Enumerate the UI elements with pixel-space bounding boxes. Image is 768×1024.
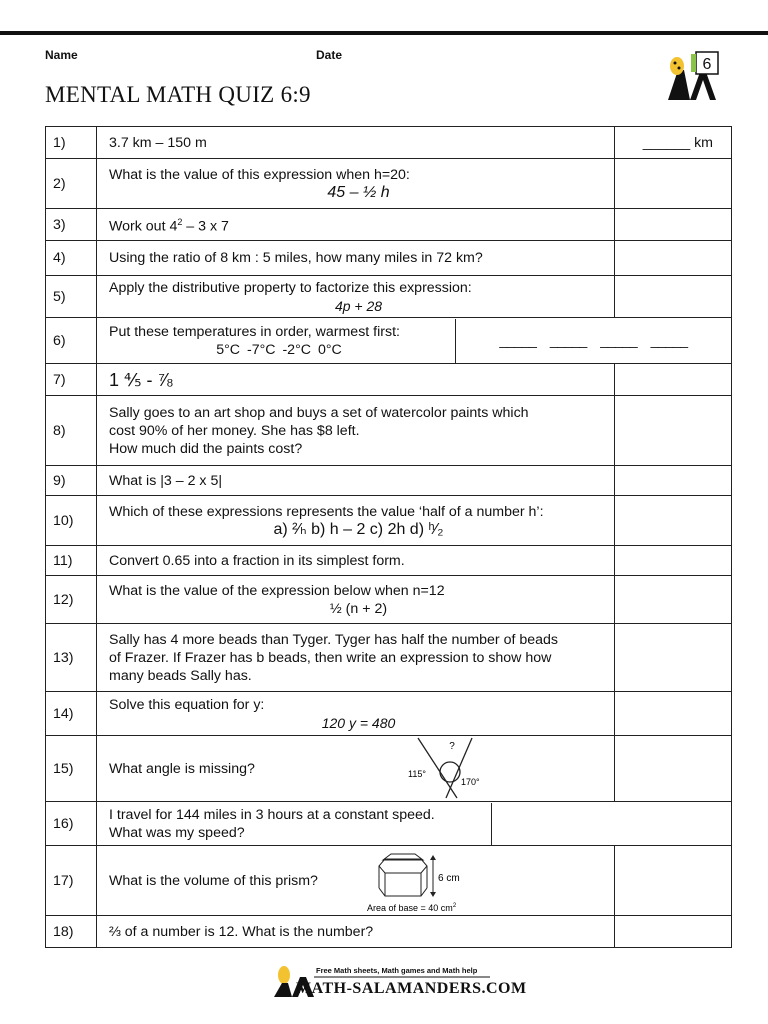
angle-a-label: 115°	[408, 769, 426, 779]
question-number: 9)	[46, 466, 97, 496]
question-number: 2)	[46, 159, 97, 209]
question-number: 3)	[46, 209, 97, 241]
ordering-blanks[interactable]: _____ _____ _____ _____	[499, 332, 688, 349]
question-number: 10)	[46, 496, 97, 546]
question-text: Solve this equation for y:	[109, 696, 265, 713]
question-row-15	[46, 736, 732, 802]
question-row-5	[46, 276, 732, 318]
question-number: 8)	[46, 396, 97, 466]
question-row-13	[46, 624, 732, 692]
answer-cell[interactable]	[615, 576, 732, 624]
question-row-18	[46, 916, 732, 948]
question-number: 14)	[46, 692, 97, 736]
question-expression: 45 – ½ h	[327, 183, 390, 201]
answer-cell[interactable]	[615, 364, 732, 396]
question-line: of Frazer. If Frazer has b beads, then write an expression to show how	[109, 649, 552, 666]
question-expression: 4p + 28	[334, 297, 383, 314]
answer-cell[interactable]	[615, 692, 732, 736]
question-text: 3.7 km – 150 m	[97, 127, 615, 159]
angle-b-label: 170°	[461, 777, 480, 787]
question-row-4	[46, 241, 732, 276]
question-row-11	[46, 546, 732, 576]
question-text: Put these temperatures in order, warmest first:	[109, 323, 400, 340]
footer-site-link[interactable]: MATH-SALAMANDERS.COM	[296, 980, 527, 997]
quiz-table	[45, 126, 732, 948]
question-row-16	[46, 802, 732, 846]
question-text: Work out 4	[109, 218, 178, 235]
question-text: What is the value of the expression below when n=12	[109, 582, 445, 599]
question-expression: 120 y = 480	[321, 714, 396, 731]
question-text: Using the ratio of 8 km : 5 miles, how many miles in 72 km?	[97, 241, 615, 276]
question-number: 6)	[46, 318, 97, 364]
question-number: 15)	[46, 736, 97, 802]
question-number: 17)	[46, 846, 97, 916]
question-row-12	[46, 576, 732, 624]
question-number: 13)	[46, 624, 97, 692]
question-number: 5)	[46, 276, 97, 318]
salamander-logo-icon	[660, 48, 724, 104]
question-text: Convert 0.65 into a fraction in its simplest form.	[97, 546, 615, 576]
exponent: 2	[177, 217, 183, 228]
answer-cell[interactable]	[615, 624, 732, 692]
answer-cell[interactable]	[615, 496, 732, 546]
question-row-3	[46, 209, 732, 241]
question-number: 7)	[46, 364, 97, 396]
answer-cell[interactable]	[615, 276, 732, 318]
answer-cell[interactable]	[615, 846, 732, 916]
question-number: 18)	[46, 916, 97, 948]
question-line: How much did the paints cost?	[109, 440, 303, 457]
date-label: Date	[316, 48, 343, 62]
question-line: many beads Sally has.	[109, 667, 252, 684]
answer-cell[interactable]	[492, 803, 732, 845]
question-row-10	[46, 496, 732, 546]
question-line: What was my speed?	[109, 824, 245, 841]
question-text-rest: – 3 x 7	[182, 218, 229, 235]
name-label: Name	[45, 48, 78, 62]
prism-diagram	[365, 846, 505, 914]
question-row-6	[46, 318, 732, 364]
question-text: 1 ⅘ - ⅞	[97, 364, 615, 396]
question-text: Apply the distributive property to factorize this expression:	[109, 279, 472, 296]
grade-badge: 6	[702, 56, 712, 73]
question-number: 4)	[46, 241, 97, 276]
question-row-14	[46, 692, 732, 736]
question-row-9	[46, 466, 732, 496]
answer-cell[interactable]	[615, 466, 732, 496]
top-rule	[0, 31, 768, 35]
answer-options: a) ²⁄ₕ b) h – 2 c) 2h d) ʰ⁄₂	[273, 520, 444, 538]
question-number: 12)	[46, 576, 97, 624]
answer-cell[interactable]	[615, 916, 732, 948]
answer-cell[interactable]	[615, 396, 732, 466]
question-text: What is |3 – 2 x 5|	[97, 466, 615, 496]
answer-cell[interactable]	[615, 736, 732, 802]
base-area-label: Area of base = 40 $cm^2$	[367, 903, 457, 913]
answer-cell[interactable]	[615, 209, 732, 241]
question-number: 1)	[46, 127, 97, 159]
footer-tagline: Free Math sheets, Math games and Math help	[316, 966, 478, 975]
answer-cell[interactable]	[615, 546, 732, 576]
height-label: 6 cm	[438, 873, 460, 884]
answer-cell[interactable]: ______ km	[615, 127, 732, 159]
question-number: 11)	[46, 546, 97, 576]
page-title: MENTAL MATH QUIZ 6:9	[45, 82, 311, 107]
question-text: ⅔ of a number is 12. What is the number?	[97, 916, 615, 948]
question-line: I travel for 144 miles in 3 hours at a constant speed.	[109, 806, 435, 823]
question-expression: ½ (n + 2)	[329, 600, 388, 617]
question-row-8	[46, 396, 732, 466]
question-row-17	[46, 846, 732, 916]
question-row-7	[46, 364, 732, 396]
question-line: cost 90% of her money. She has $8 left.	[109, 422, 360, 439]
question-row-2	[46, 159, 732, 209]
question-line: Sally goes to an art shop and buys a set of watercolor paints which	[109, 404, 529, 421]
question-text: What angle is missing?	[109, 760, 255, 777]
temperature-list: 5°C -7°C -2°C 0°C	[216, 341, 342, 358]
question-text: Which of these expressions represents the value ‘half of a number h’:	[109, 503, 544, 520]
angle-diagram	[402, 736, 502, 800]
question-text: What is the volume of this prism?	[109, 872, 318, 889]
question-text: What is the value of this expression when h=20:	[109, 166, 410, 183]
question-number: 16)	[46, 802, 97, 846]
question-row-1	[46, 127, 732, 159]
answer-cell[interactable]	[615, 241, 732, 276]
angle-unknown-label: ?	[449, 741, 455, 752]
answer-cell[interactable]	[615, 159, 732, 209]
question-line: Sally has 4 more beads than Tyger. Tyger has half the number of beads	[109, 631, 559, 648]
